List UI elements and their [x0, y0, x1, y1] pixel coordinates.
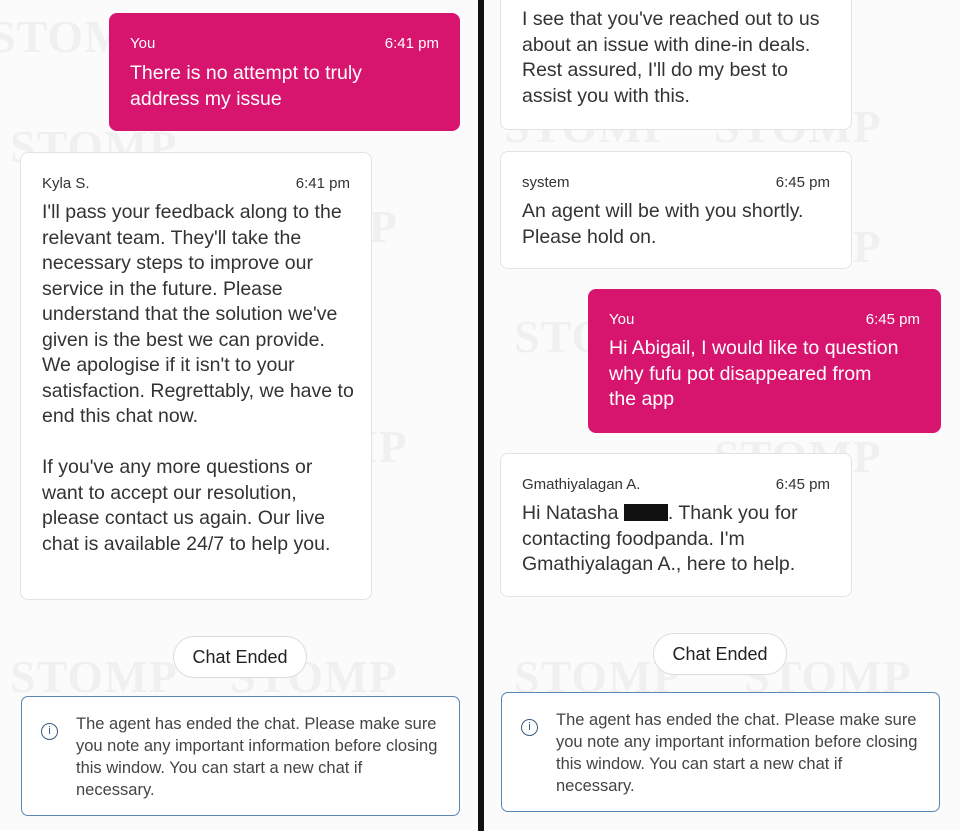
user-message-bubble — [109, 13, 460, 131]
agent-message-bubble — [20, 152, 372, 600]
notice-text: The agent has ended the chat. Please make sure you note any important information before closing this window. You can start a new chat if necessary. — [556, 711, 918, 795]
message-text — [42, 200, 357, 557]
message-text: An agent will be with you shortly. Please hold on. — [522, 200, 804, 248]
user-message-bubble — [588, 289, 941, 433]
system-message-bubble — [500, 151, 852, 269]
chat-panel-right — [484, 0, 960, 831]
notice-text: The agent has ended the chat. Please make sure you note any important information before closing this window. You can start a new chat if necessary. — [76, 715, 438, 799]
agent-message-bubble — [500, 453, 852, 597]
message-text: Hi Abigail, I would like to question why fufu pot disappeared from the app — [609, 337, 899, 410]
redaction-box — [624, 504, 668, 521]
message-text: I see that you've reached out to us about an issue with dine-in deals. Rest assured, I'll do my best to assist you with this. — [522, 8, 820, 107]
chat-ended-notice — [21, 696, 460, 816]
message-time: 6:41 pm — [384, 35, 439, 52]
info-icon: i — [41, 723, 58, 740]
message-paragraph: I'll pass your feedback along to the relevant team. They'll take the necessary steps to improve our service in the future. Please understand that the solution we've given is the best we can provide. We apologise if it isn't to your satisfaction. Regrettably, we have to end this chat now. — [42, 201, 354, 427]
message-text — [522, 501, 837, 578]
chat-ended-label: Chat Ended — [173, 636, 307, 678]
message-time: 6:45 pm — [775, 174, 830, 191]
message-sender: Gmathiyalagan A. — [522, 476, 641, 493]
message-sender: You — [130, 35, 156, 52]
message-time: 6:45 pm — [775, 476, 830, 493]
message-sender: system — [522, 174, 570, 191]
message-text-start: Hi Natasha — [522, 502, 619, 524]
message-text: There is no attempt to truly address my issue — [130, 62, 362, 110]
chat-ended-notice — [501, 692, 940, 812]
info-icon: i — [521, 719, 538, 736]
message-text-rest: . Thank you for contacting foodpanda. I'm Gmathiyalagan A., here to help. — [522, 502, 798, 575]
message-sender: Kyla S. — [42, 175, 90, 192]
message-paragraph: If you've any more questions or want to accept our resolution, please contact us again. Our live chat is available 24/7 to help you. — [42, 456, 331, 555]
chat-ended-label: Chat Ended — [653, 633, 787, 675]
message-sender: You — [609, 311, 635, 328]
chat-panel-left — [0, 0, 478, 831]
message-time: 6:45 pm — [865, 311, 920, 328]
message-time: 6:41 pm — [295, 175, 350, 192]
agent-message-bubble-partial — [500, 0, 852, 130]
